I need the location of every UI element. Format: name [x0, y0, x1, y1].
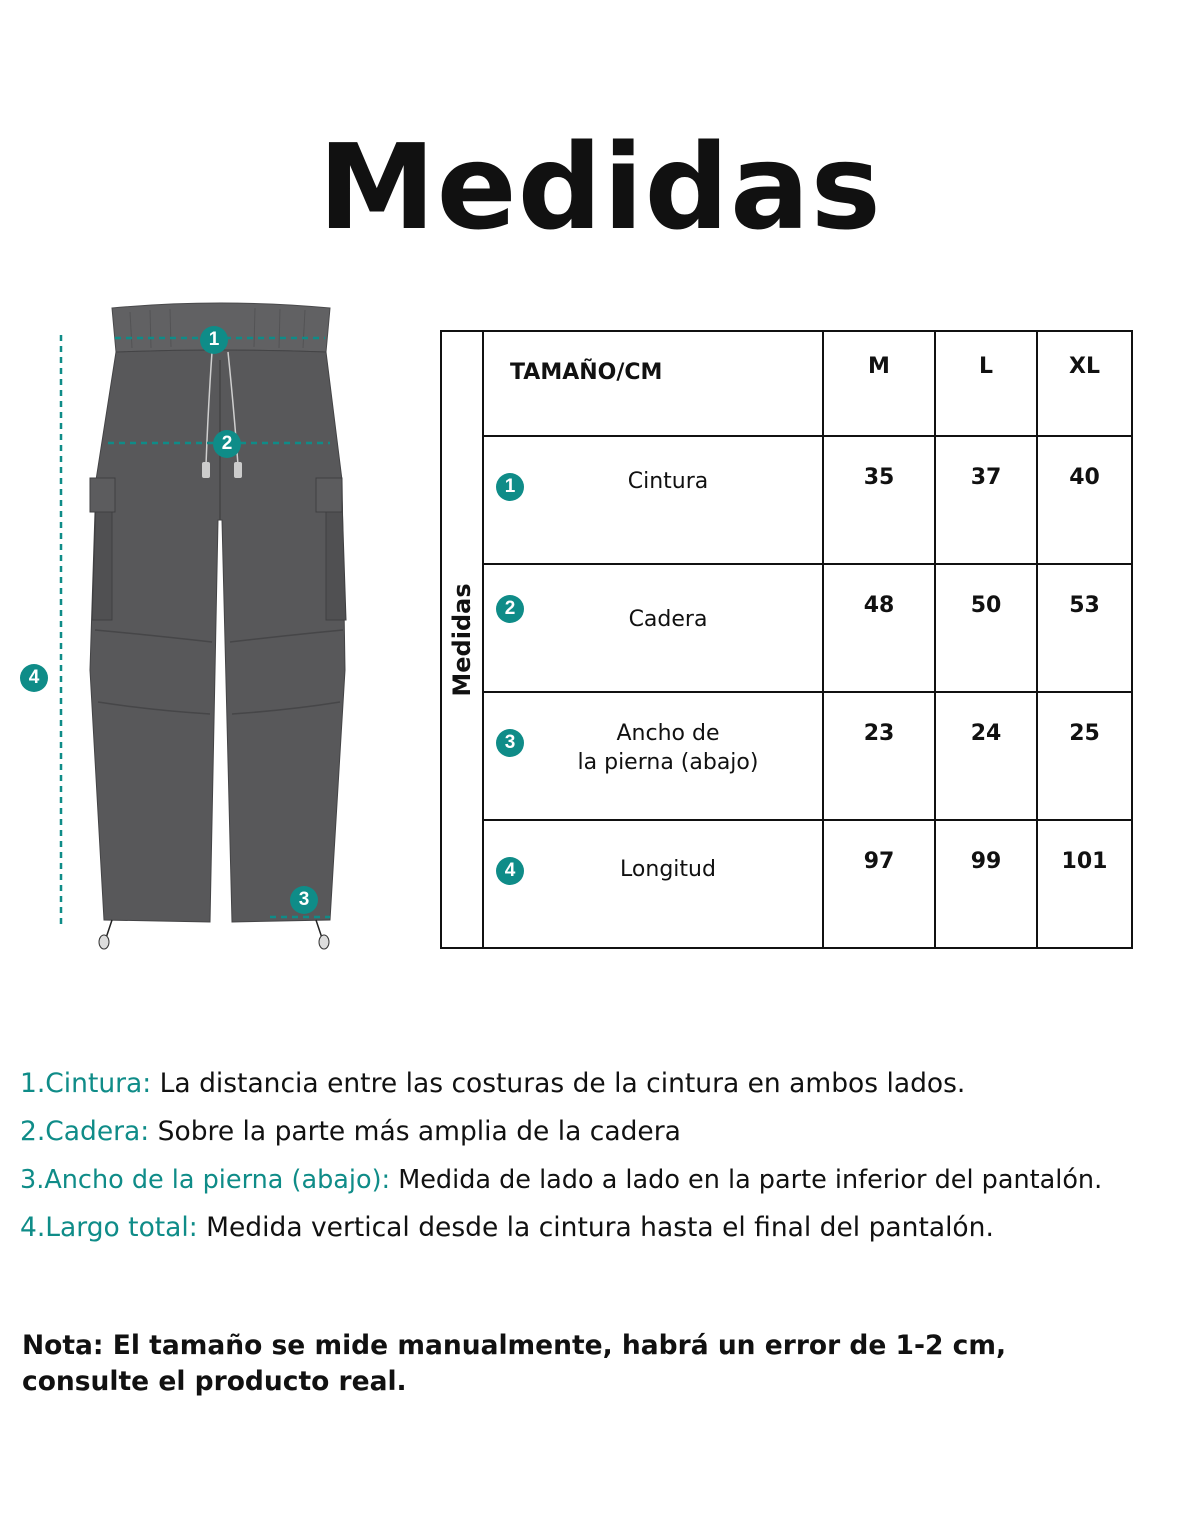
- description-text: Sobre la parte más amplia de la cadera: [157, 1116, 681, 1147]
- description-label: 4.Largo total:: [20, 1212, 198, 1243]
- marker-2-icon: 2: [496, 595, 524, 623]
- description-label: 3.Ancho de la pierna (abajo):: [20, 1165, 391, 1195]
- note-line1: Nota: El tamaño se mide manualmente, habrá un error de 1-2 cm,: [22, 1330, 1007, 1361]
- header-size-l: L: [935, 331, 1037, 436]
- pants-illustration: [0, 290, 380, 970]
- description-item: [20, 1060, 1195, 1108]
- value-l: 37: [935, 436, 1037, 564]
- table-header-row: [441, 331, 1132, 436]
- measurement-descriptions: [20, 1060, 1195, 1252]
- side-label: Medidas: [448, 582, 476, 697]
- value-xl: 53: [1037, 564, 1132, 692]
- marker-3-icon: 3: [290, 886, 318, 914]
- note: [22, 1328, 1172, 1400]
- description-text: Medida de lado a lado en la parte inferior del pantalón.: [398, 1165, 1103, 1195]
- row-name: [514, 467, 822, 496]
- value-m: 35: [823, 436, 935, 564]
- marker-4-icon: 4: [496, 857, 524, 885]
- size-table: [440, 330, 1133, 949]
- marker-4-icon: 4: [20, 664, 48, 692]
- table-row: [441, 692, 1132, 820]
- row-name: [514, 855, 822, 884]
- marker-1-icon: 1: [496, 473, 524, 501]
- value-xl: 25: [1037, 692, 1132, 820]
- row-name: [514, 605, 822, 634]
- description-item: [20, 1156, 1195, 1204]
- value-m: 97: [823, 820, 935, 948]
- row-name-line1: Cintura: [627, 469, 709, 494]
- row-name-line1: Longitud: [620, 857, 716, 882]
- value-l: 24: [935, 692, 1037, 820]
- value-m: 23: [823, 692, 935, 820]
- row-name-cell: [483, 692, 823, 820]
- side-label-cell: [441, 331, 483, 948]
- description-item: [20, 1204, 1195, 1252]
- row-name-line1: Cadera: [628, 607, 708, 632]
- description-text: La distancia entre las costuras de la cintura en ambos lados.: [159, 1068, 966, 1099]
- row-name-line2: la pierna (abajo): [577, 750, 759, 775]
- value-l: 99: [935, 820, 1037, 948]
- table-row: [441, 820, 1132, 948]
- description-label: 1.Cintura:: [20, 1068, 152, 1099]
- row-name-cell: [483, 820, 823, 948]
- table-row: [441, 564, 1132, 692]
- row-name-cell: [483, 564, 823, 692]
- marker-3-icon: 3: [496, 729, 524, 757]
- page-title: Medidas: [318, 118, 882, 256]
- description-label: 2.Cadera:: [20, 1116, 150, 1147]
- header-label: TAMAÑO/CM: [483, 331, 823, 436]
- header-size-xl: XL: [1037, 331, 1132, 436]
- header-size-m: M: [823, 331, 935, 436]
- description-text: Medida vertical desde la cintura hasta el final del pantalón.: [206, 1212, 994, 1243]
- row-name-cell: [483, 436, 823, 564]
- row-name-line1: Ancho de: [616, 721, 720, 746]
- marker-2-icon: 2: [213, 430, 241, 458]
- value-l: 50: [935, 564, 1037, 692]
- table-row: [441, 436, 1132, 564]
- pants-diagram: [0, 290, 380, 970]
- row-name: [514, 719, 822, 777]
- value-xl: 101: [1037, 820, 1132, 948]
- value-m: 48: [823, 564, 935, 692]
- value-xl: 40: [1037, 436, 1132, 564]
- note-line2: consulte el producto real.: [22, 1366, 407, 1397]
- marker-1-icon: 1: [200, 326, 228, 354]
- description-item: [20, 1108, 1195, 1156]
